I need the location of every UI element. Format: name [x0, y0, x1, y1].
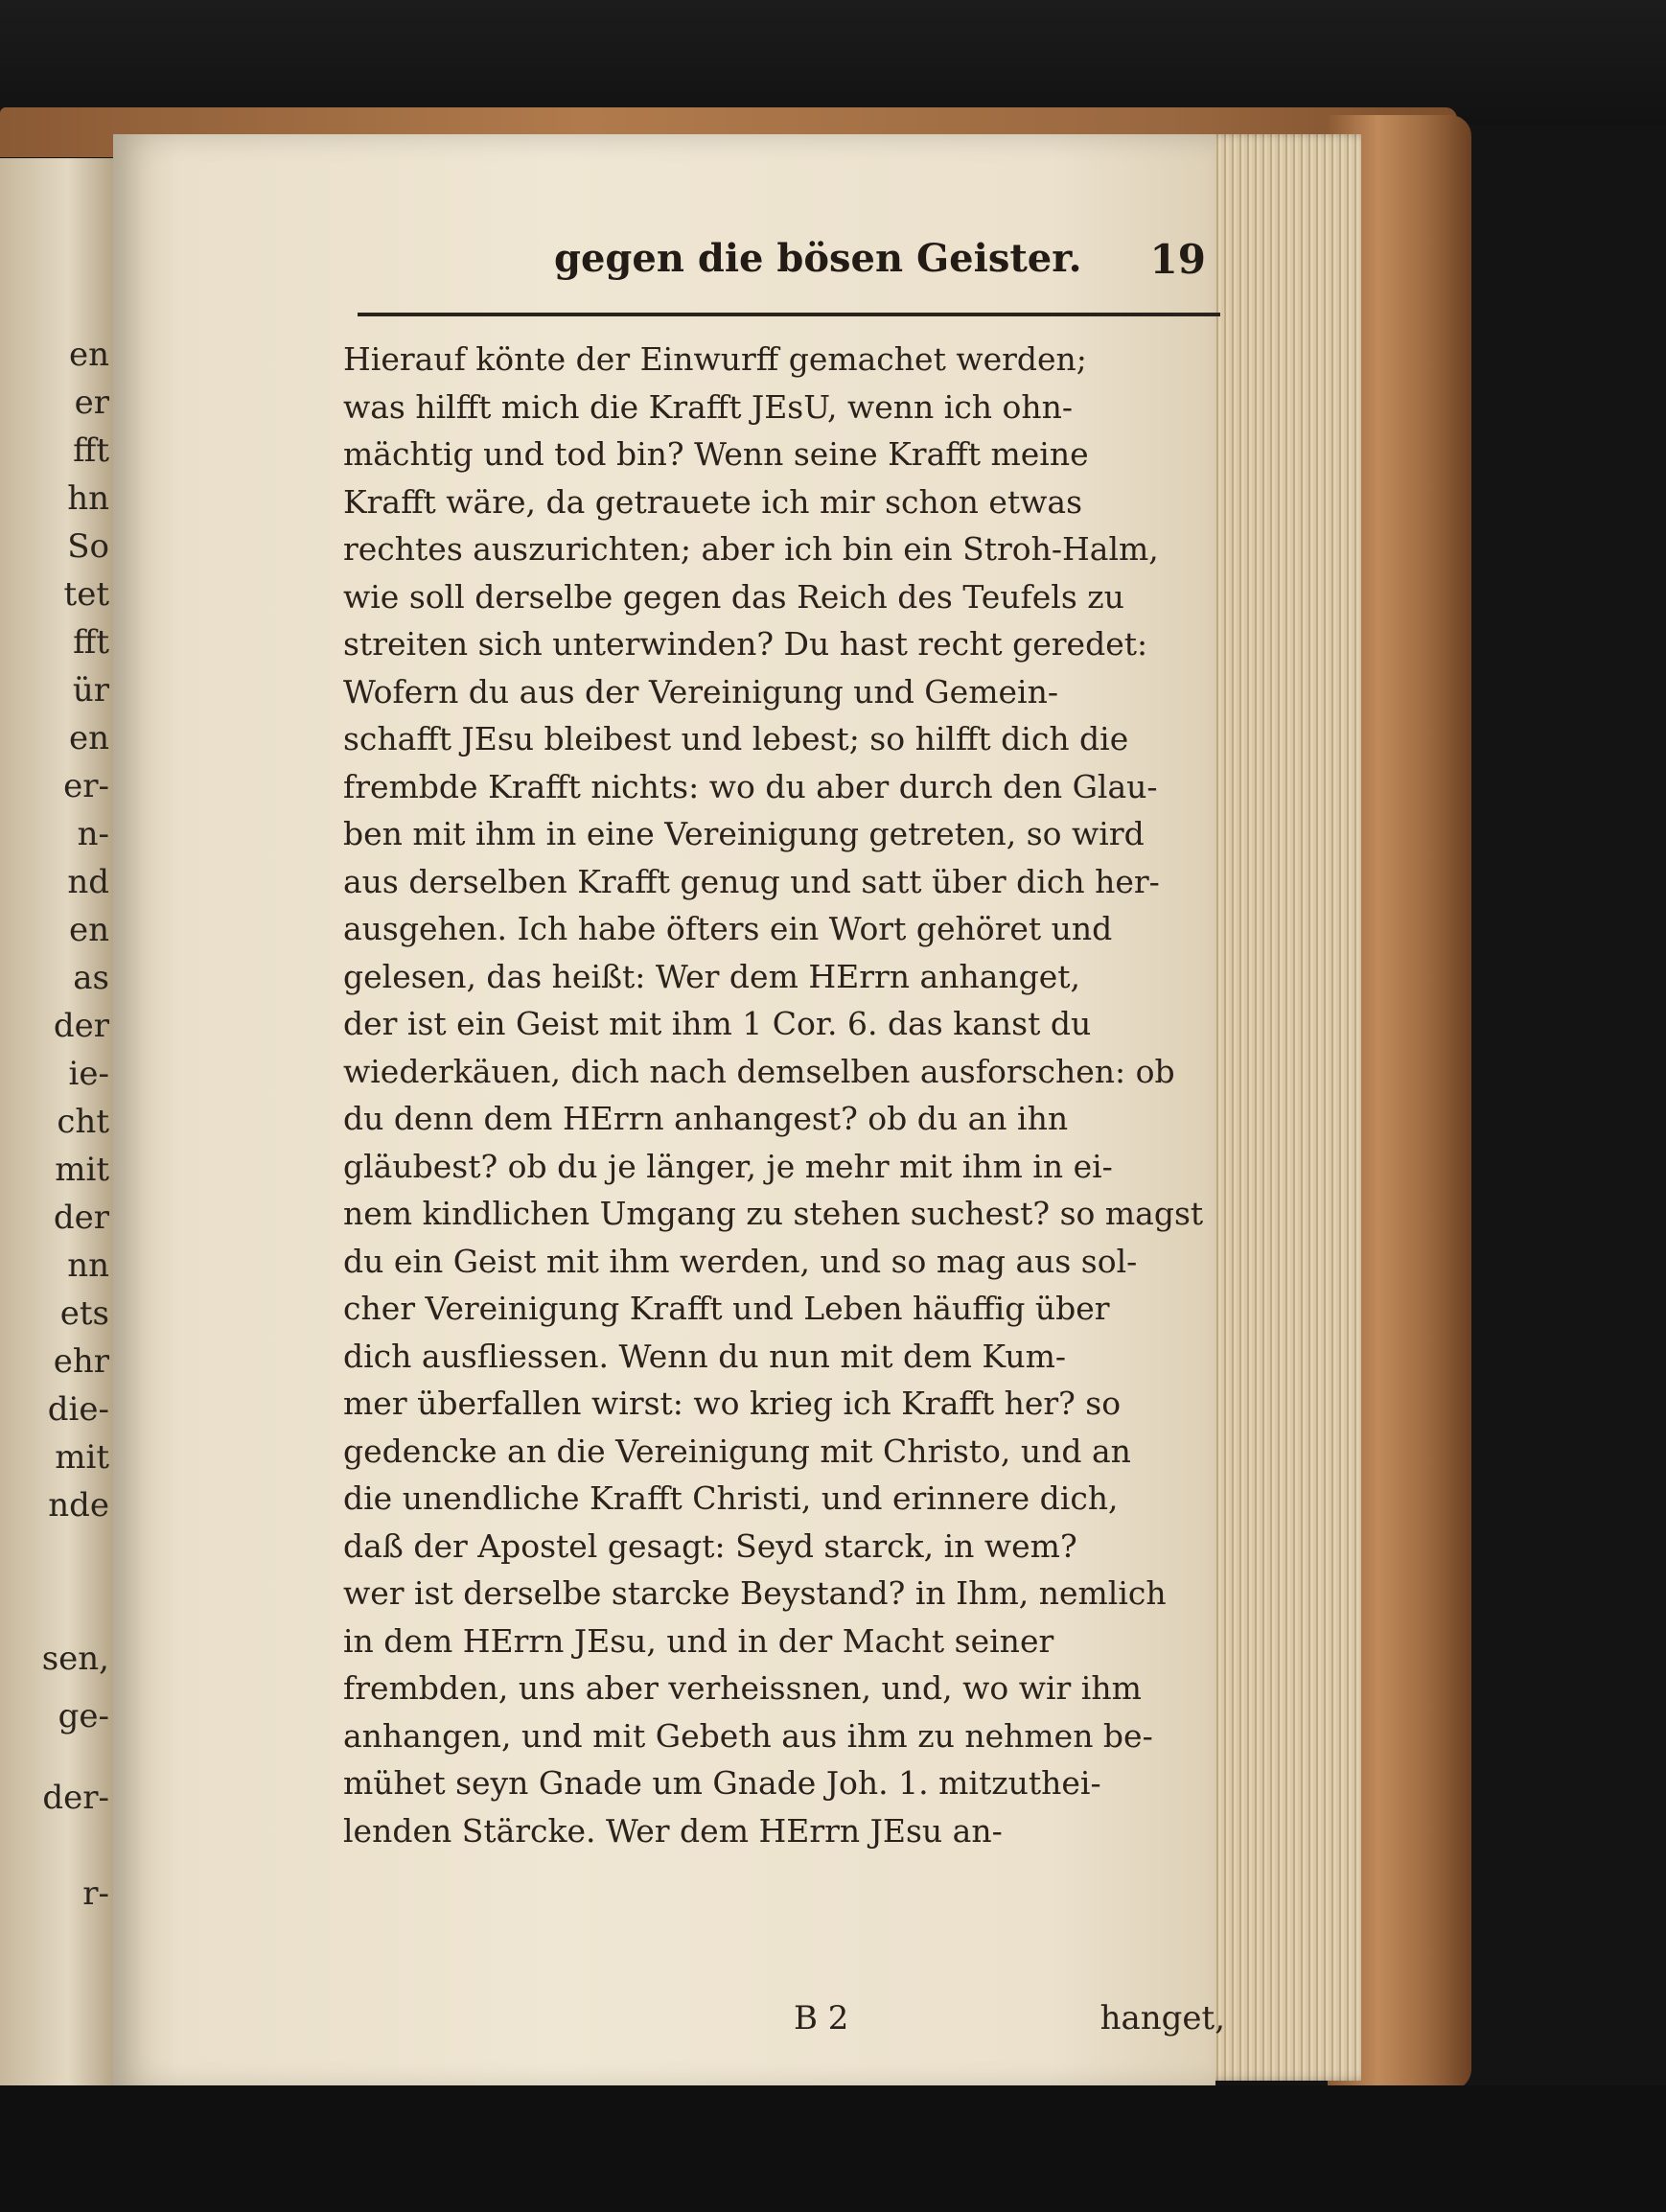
text-line: der ist ein Geist mit ihm 1 Cor. 6. das kanst du [343, 1005, 1092, 1042]
left-page-line: der- [42, 1779, 109, 1817]
text-line: dich ausfliessen. Wenn du nun mit dem Kum- [343, 1337, 1067, 1375]
text-line: mächtig und tod bin? Wenn seine Krafft meine [343, 435, 1089, 473]
text-line: was hilfft mich die Krafft JEsU, wenn ich ohn- [343, 387, 1074, 426]
left-page-line [0, 1534, 113, 1582]
text-line: gläubest? ob du je länger, je mehr mit ihm in ei- [343, 1147, 1113, 1185]
text-line: ausgehen. Ich habe öfters ein Wort gehöret und [343, 910, 1113, 947]
left-page-line: sen, [41, 1640, 109, 1678]
text-line: wiederkäuen, dich nach demselben ausforschen: ob [343, 1052, 1175, 1090]
page-footer [343, 1999, 1235, 2053]
text-line: gelesen, das heißt: Wer dem HErrn anhanget, [343, 957, 1081, 995]
text-line: mer überfallen wirst: wo krieg ich Krafft her? so [343, 1385, 1122, 1422]
left-page-line: en [68, 719, 109, 757]
running-title: gegen die bösen Geister. [554, 236, 1082, 281]
left-page-line: nd [67, 863, 109, 901]
header-rule [358, 313, 1220, 316]
text-line: mühet seyn Gnade um Gnade Joh. 1. mitzuthei- [343, 1764, 1101, 1802]
left-page-line: en [68, 336, 109, 374]
text-line: wie soll derselbe gegen das Reich des Teufels zu [343, 577, 1124, 616]
left-page-line: fft [73, 623, 109, 662]
catchword: hanget, [1099, 1999, 1225, 2037]
left-page-line: die- [47, 1390, 109, 1429]
text-line: lenden Stärcke. Wer dem HErrn JEsu an- [343, 1811, 1003, 1850]
text-line: Hierauf könte der Einwurff gemachet werden; [343, 340, 1087, 378]
text-line: cher Vereinigung Krafft und Leben häuffig über [343, 1290, 1110, 1327]
left-page-line: ür [72, 671, 109, 710]
left-page-line: fft [73, 431, 109, 470]
left-page-line: ge- [58, 1697, 109, 1735]
page-number: 19 [1149, 236, 1206, 283]
text-line: aus derselben Krafft genug und satt über dich her- [343, 862, 1160, 900]
left-page-line: der [53, 1007, 109, 1045]
left-page-line: der [53, 1199, 109, 1237]
left-page-line: as [73, 959, 109, 997]
text-line: Krafft wäre, da getrauete ich mir schon etwas [343, 482, 1083, 521]
text-line: du ein Geist mit ihm werden, und so mag aus sol- [343, 1242, 1138, 1280]
left-page-line: mit [55, 1151, 109, 1189]
body-text [343, 336, 1235, 1854]
left-page-fragment [0, 158, 113, 2085]
page-header [362, 230, 1206, 316]
left-page-line: er [74, 384, 109, 422]
text-line: anhangen, und mit Gebeth aus ihm zu nehmen be- [343, 1716, 1153, 1755]
text-line: rechtes auszurichten; aber ich bin ein Stroh-Halm, [343, 530, 1159, 568]
text-line: ben mit ihm in eine Vereinigung getreten, so wird [343, 815, 1145, 852]
left-page-line: mit [55, 1438, 109, 1477]
text-line: frembde Krafft nichts: wo du aber durch den Glau- [343, 767, 1158, 805]
left-page-line: r- [82, 1874, 109, 1913]
text-line: daß der Apostel gesagt: Seyd starck, in wem? [343, 1526, 1077, 1565]
text-line: schafft JEsu bleibest und lebest; so hilfft dich die [343, 720, 1129, 757]
signature-mark: B 2 [794, 1999, 849, 2037]
left-page-line: nde [48, 1486, 109, 1525]
text-line: die unendliche Krafft Christi, und erinnere dich, [343, 1479, 1119, 1517]
left-page-line: en [68, 911, 109, 949]
text-line: in dem HErrn JEsu, und in der Macht seiner [343, 1621, 1054, 1660]
text-line: streiten sich unterwinden? Du hast recht geredet: [343, 625, 1148, 663]
text-line: du denn dem HErrn anhangest? ob du an ihn [343, 1100, 1069, 1137]
left-page-line: n- [77, 815, 109, 853]
text-line: wer ist derselbe starcke Beystand? in Ihm, nemlich [343, 1574, 1167, 1612]
book-page [113, 134, 1225, 2090]
left-page-line: cht [57, 1103, 109, 1141]
left-page-line: hn [67, 479, 109, 518]
text-line: nem kindlichen Umgang zu stehen suchest? so magst [343, 1195, 1204, 1232]
text-line: Wofern du aus der Vereinigung und Gemein- [343, 672, 1058, 710]
left-page-line: So [67, 527, 109, 566]
left-page-line: ehr [53, 1342, 109, 1381]
left-page-line: ets [59, 1294, 109, 1333]
text-line: frembden, uns aber verheissnen, und, wo wir ihm [343, 1669, 1142, 1707]
left-page-line: ie- [68, 1055, 109, 1093]
text-line: gedencke an die Vereinigung mit Christo, und an [343, 1432, 1131, 1470]
background [0, 0, 1666, 125]
left-page-line: tet [63, 575, 109, 614]
left-page-line: nn [67, 1246, 109, 1285]
left-page-line: er- [63, 767, 109, 805]
background-bottom [0, 2085, 1666, 2212]
